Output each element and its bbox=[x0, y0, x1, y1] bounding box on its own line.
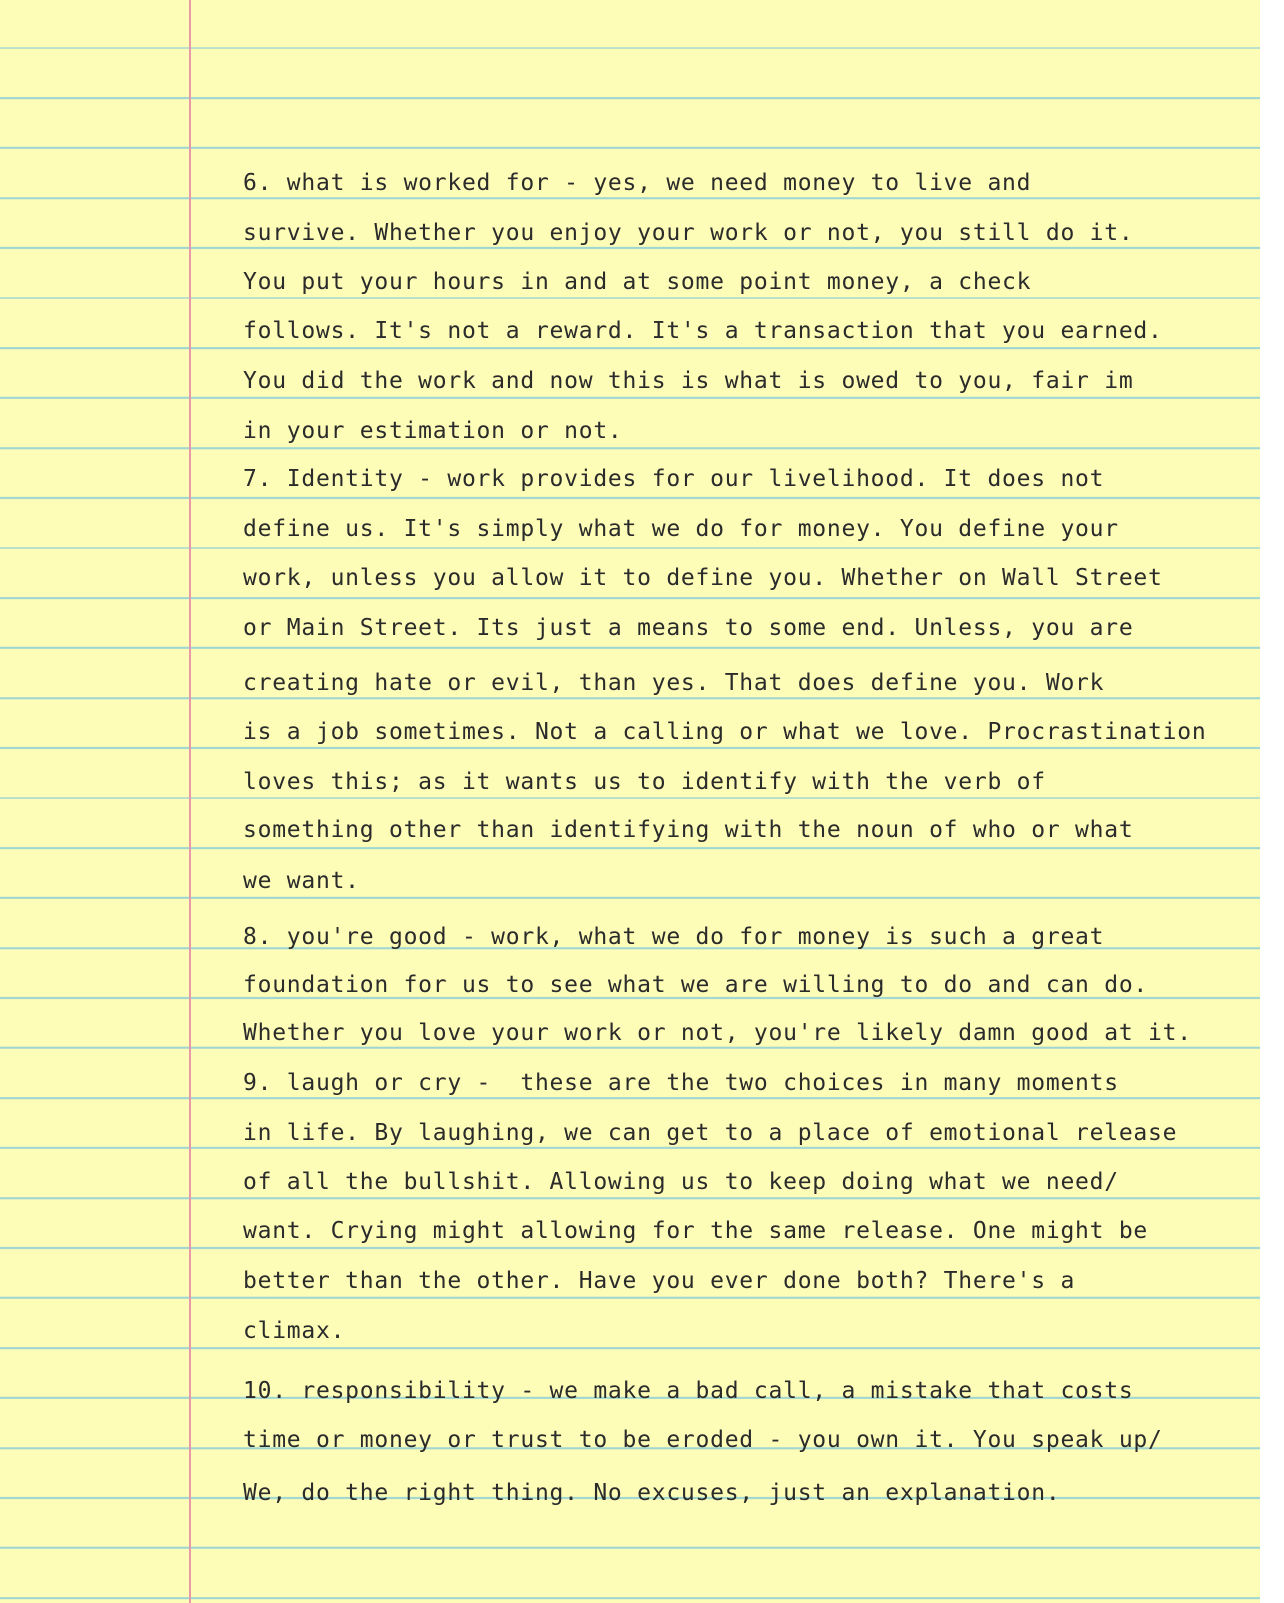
text-line: is a job sometimes. Not a calling or what we love. Procrastination bbox=[243, 719, 1207, 745]
margin-line bbox=[189, 0, 191, 1603]
text-line: 7. Identity - work provides for our livelihood. It does not bbox=[243, 466, 1105, 492]
text-line: You did the work and now this is what is owed to you, fair im bbox=[243, 368, 1134, 394]
text-line: loves this; as it wants us to identify with the verb of bbox=[243, 769, 1046, 795]
text-line: foundation for us to see what we are willing to do and can do. bbox=[243, 972, 1149, 998]
text-line: 6. what is worked for - yes, we need money to live and bbox=[243, 170, 1032, 196]
text-line: Whether you love your work or not, you're likely damn good at it. bbox=[243, 1020, 1192, 1046]
text-line: You put your hours in and at some point money, a check bbox=[243, 269, 1032, 295]
text-line: survive. Whether you enjoy your work or not, you still do it. bbox=[243, 220, 1134, 246]
text-line: 10. responsibility - we make a bad call, a mistake that costs bbox=[243, 1378, 1134, 1404]
text-line: We, do the right thing. No excuses, just an explanation. bbox=[243, 1480, 1061, 1506]
text-line: something other than identifying with the noun of who or what bbox=[243, 817, 1134, 843]
text-line: define us. It's simply what we do for money. You define your bbox=[243, 516, 1119, 542]
text-line: 8. you're good - work, what we do for money is such a great bbox=[243, 924, 1105, 950]
text-line: in your estimation or not. bbox=[243, 418, 623, 444]
paper-edge bbox=[1260, 0, 1284, 1603]
text-line: climax. bbox=[243, 1318, 346, 1344]
text-line: want. Crying might allowing for the same release. One might be bbox=[243, 1218, 1149, 1244]
text-line: follows. It's not a reward. It's a transaction that you earned. bbox=[243, 318, 1163, 344]
text-line: or Main Street. Its just a means to some end. Unless, you are bbox=[243, 615, 1134, 641]
text-line: time or money or trust to be eroded - you own it. You speak up/ bbox=[243, 1427, 1163, 1453]
text-line: of all the bullshit. Allowing us to keep doing what we need/ bbox=[243, 1169, 1119, 1195]
text-line: work, unless you allow it to define you. Whether on Wall Street bbox=[243, 565, 1163, 591]
text-line: 9. laugh or cry - these are the two choices in many moments bbox=[243, 1070, 1119, 1096]
text-line: creating hate or evil, than yes. That does define you. Work bbox=[243, 670, 1105, 696]
text-line: we want. bbox=[243, 868, 360, 894]
text-line: in life. By laughing, we can get to a place of emotional release bbox=[243, 1120, 1178, 1146]
text-line: better than the other. Have you ever done both? There's a bbox=[243, 1268, 1076, 1294]
